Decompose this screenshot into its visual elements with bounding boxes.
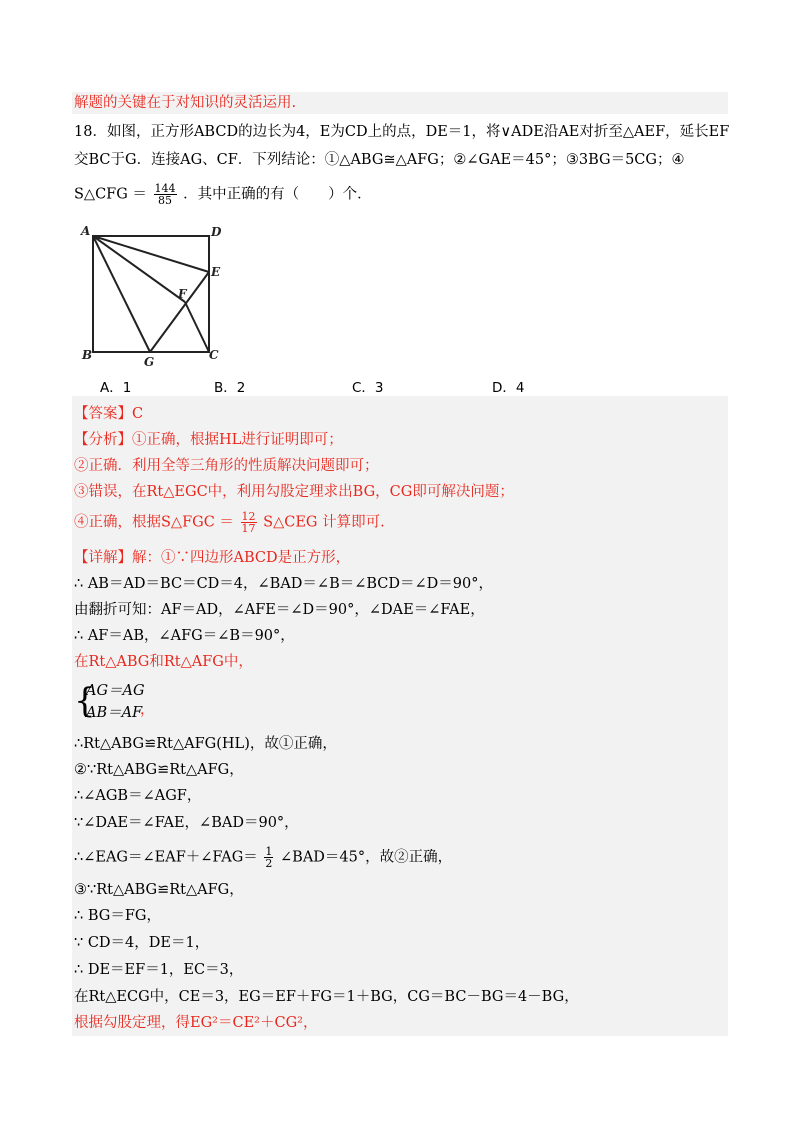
- eag-fraction: [264, 846, 273, 869]
- question-tail: ．其中正确的有（ ）个．: [183, 186, 372, 203]
- analysis-line-1: 【分析】①正确，根据HL进行证明即可；: [74, 432, 343, 448]
- segment-af: [93, 236, 185, 302]
- label-f: F: [178, 287, 187, 301]
- system-brace: {: [74, 681, 96, 721]
- analysis-line-4-prefix: ④正确，根据S△FGC ＝: [74, 514, 234, 531]
- detail-line-10: [74, 846, 452, 869]
- question-line-3: [74, 183, 372, 206]
- system-eq-1: AG＝AG: [86, 683, 145, 699]
- choice-d: D．4: [492, 380, 525, 396]
- detail-line-8: ∴∠AGB＝∠AGF，: [74, 788, 202, 804]
- label-d: D: [211, 225, 222, 239]
- analysis-line-3: ③错误，在Rt△EGC中，利用勾股定理求出BG，CG即可解决问题；: [74, 484, 514, 500]
- analysis-fraction: [241, 511, 257, 534]
- detail-line-14: ∴ DE＝EF＝1，EC＝3，: [74, 962, 244, 978]
- detail-line-12: ∴ BG＝FG，: [74, 908, 161, 924]
- detail-line-2: ∴ AB＝AD＝BC＝CD＝4，∠BAD＝∠B＝∠BCD＝∠D＝90°，: [74, 576, 493, 592]
- detail-line-16: 根据勾股定理，得EG²＝CE²＋CG²，: [74, 1015, 318, 1031]
- fraction-denominator: 17: [241, 522, 256, 535]
- detail-line-7: ②∵Rt△ABG≌Rt△AFG，: [74, 762, 244, 778]
- choice-b: B．2: [214, 380, 246, 396]
- area-label: S△CFG ＝: [74, 186, 147, 203]
- segment-ae: [93, 236, 209, 272]
- label-b: B: [82, 348, 93, 362]
- segment-fc: [185, 302, 209, 352]
- detail-line-1: 【详解】解：①∵四边形ABCD是正方形，: [74, 550, 351, 566]
- system-eq-2: AB＝AF: [86, 705, 143, 721]
- fraction-denominator: 2: [265, 857, 273, 870]
- analysis-line-2: ②正确．利用全等三角形的性质解决问题即可；: [74, 458, 379, 474]
- fraction-numerator: 1: [265, 845, 273, 858]
- fraction-numerator: 144: [154, 182, 176, 195]
- choice-c: C．3: [352, 380, 384, 396]
- label-a: A: [81, 224, 91, 238]
- square-figure: [78, 222, 238, 372]
- analysis-line-4-tail: S△CEG 计算即可.: [263, 514, 385, 531]
- answer-line: 【答案】C: [74, 406, 144, 422]
- detail-line-9: ∵∠DAE＝∠FAE，∠BAD＝90°，: [74, 815, 299, 831]
- segment-ag: [93, 236, 150, 352]
- area-fraction: [154, 183, 177, 206]
- question-line-1: 18．如图，正方形ABCD的边长为4，E为CD上的点，DE＝1，将∨ADE沿AE对折至△AEF，延长EF: [74, 124, 730, 140]
- choice-a: A．1: [100, 380, 132, 396]
- eag-prefix: ∴∠EAG＝∠EAF＋∠FAG＝: [74, 849, 258, 866]
- label-g: G: [144, 355, 155, 369]
- label-c: C: [209, 348, 219, 362]
- system-tail: ，: [140, 702, 155, 718]
- detail-line-11: ③∵Rt△ABG≌Rt△AFG，: [74, 882, 244, 898]
- eag-tail: ∠BAD＝45°，故②正确，: [280, 849, 453, 866]
- detail-line-15: 在Rt△ECG中，CE＝3，EG＝EF＋FG＝1＋BG，CG＝BC－BG＝4－BG，: [74, 989, 579, 1005]
- analysis-line-4: [74, 511, 385, 534]
- detail-line-6: ∴Rt△ABG≌Rt△AFG(HL)，故①正确，: [74, 736, 337, 752]
- label-e: E: [211, 265, 221, 279]
- detail-line-3: 由翻折可知：AF＝AD，∠AFE＝∠D＝90°，∠DAE＝∠FAE，: [74, 602, 485, 618]
- detail-line-13: ∵ CD＝4，DE＝1，: [74, 935, 210, 951]
- header-note: 解题的关键在于对知识的灵活运用.: [74, 95, 297, 111]
- fraction-numerator: 12: [241, 510, 256, 523]
- detail-line-4: ∴ AF＝AB，∠AFG＝∠B＝90°，: [74, 628, 295, 644]
- fraction-denominator: 85: [158, 194, 173, 207]
- detail-line-5: 在Rt△ABG和Rt△AFG中，: [74, 654, 253, 670]
- question-line-2: 交BC于G．连接AG、CF．下列结论：①△ABG≅△AFG；②∠GAE＝45°；③3BG＝5CG；④: [74, 152, 685, 168]
